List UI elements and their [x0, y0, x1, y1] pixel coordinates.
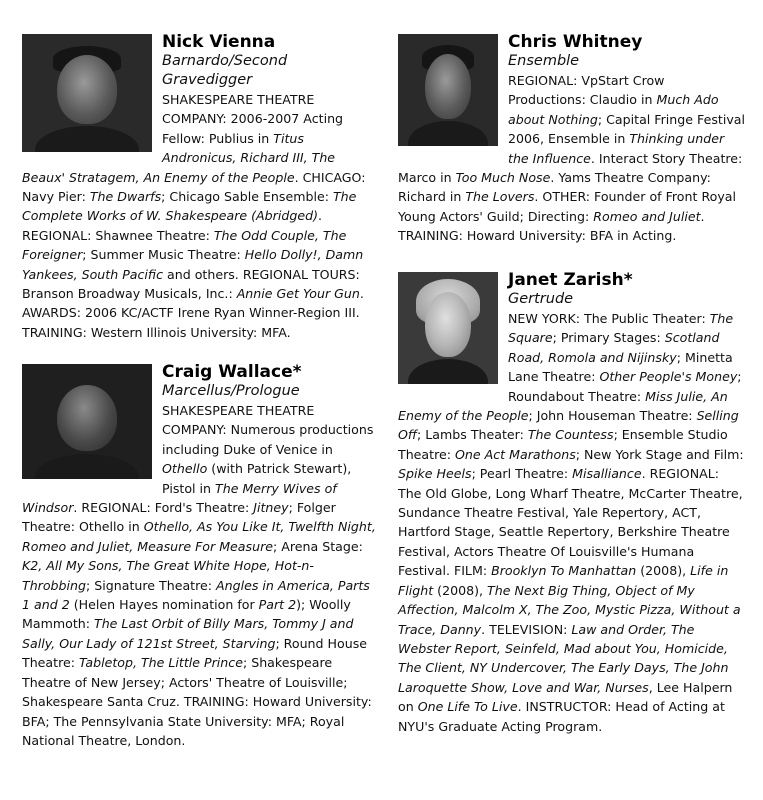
italic-title: Romeo and Juliet [593, 208, 701, 224]
bio-text-run: and others. REGIONAL TOURS: Branson Broadway Musicals, Inc.: [22, 266, 360, 302]
italic-title: Selling Off [398, 408, 739, 443]
bio-text-run: ; Folger Theatre: Othello in [22, 500, 336, 535]
bio-text-run: ; Lambs Theater: [417, 427, 528, 443]
actor-name: Janet Zarish* [508, 270, 633, 290]
actor-name: Nick Vienna [162, 32, 276, 52]
bio-text-run: ; Signature Theatre: [86, 577, 217, 593]
bio-text-run: NEW YORK: The Public Theater: [508, 311, 710, 326]
bio-text-run: . TRAINING: Howard University: BFA in Acting. [398, 208, 705, 244]
headshot-photo [398, 272, 498, 384]
bio-text-run: . Interact Story Theatre: Marco in [398, 150, 743, 186]
bio-text-run: . OTHER: Founder of Front Royal Young Actors' Guild; Directing: [398, 189, 736, 224]
bio-chris-whitney [398, 32, 746, 246]
bio-text-run: ; Minetta Lane Theatre: [508, 349, 733, 385]
bio-text-run: SHAKESPEARE THEATRE COMPANY: 2006-2007 Acting Fellow: Publius in [162, 92, 344, 146]
bio-text-run: ; Roundabout Theatre: [508, 369, 742, 404]
bio-text-run: ); Woolly Mammoth: [22, 597, 351, 632]
italic-title: The Merry Wives of Windsor [22, 480, 337, 516]
italic-title: Brooklyn To Manhattan [491, 563, 637, 579]
bio-text-run: ; Summer Music Theatre: [82, 247, 245, 263]
italic-title: Thinking under the Influence [508, 131, 725, 166]
bio-text-run: . REGIONAL: The Old Globe, Long Wharf Theatre, McCarter Theatre, Sundance Theatre Festival, Yale Repertory, ACT, Hartford Stage, Seattle Repertory, Berkshire Theatre Festival, Actors Theatre Of Louisville's Humana Festival. FILM: [398, 466, 743, 579]
bio-text-run: (Helen Hayes nomination for [69, 597, 259, 613]
bio-text-run: . Yams Theatre Company: Richard in [398, 170, 711, 205]
italic-title: The Next Big Thing, Object of My Affection, Malcolm X, The Zoo, Mystic Pizza, Without a Trace, Danny [398, 582, 741, 637]
bio-text-run: ; Arena Stage: [273, 538, 363, 554]
italic-title: Spike Heels [398, 466, 472, 482]
italic-title: One Life To Live [417, 699, 518, 715]
actor-role: Marcellus/Prologue [162, 383, 300, 399]
bio-text-run: ; New York Stage and Film: [575, 446, 744, 462]
italic-title: Much Ado about Nothing [508, 92, 719, 127]
italic-title: K2, All My Sons, The Great White Hope, Hot-n-Throbbing [22, 558, 314, 593]
italic-title: Too Much Nose [455, 170, 551, 186]
italic-title: Othello [162, 461, 208, 477]
bio-text-run: ; Shakespeare Theatre of New Jersey; Actors' Theatre of Louisville; Shakespeare Santa Cruz. TRAINING: Howard University: BFA; The Pennsylvania State University: MFA; Royal National Theatre, London. [22, 655, 372, 748]
italic-title: Annie Get Your Gun [236, 286, 360, 302]
italic-title: Part 2 [258, 597, 297, 613]
bio-text-run: ; Chicago Sable Ensemble: [161, 189, 333, 205]
italic-title: Miss Julie, An Enemy of the People [398, 388, 728, 424]
actor-role: Ensemble [508, 53, 580, 69]
italic-title: Othello, As You Like It, Twelfth Night, Romeo and Juliet, Measure For Measure [22, 519, 376, 554]
italic-title: Other People's Money [599, 369, 738, 385]
bio-text-run: . CHICAGO: Navy Pier: [22, 169, 366, 205]
headshot-photo [22, 34, 152, 152]
bio-text-run: (with Patrick Stewart), Pistol in [162, 461, 352, 496]
italic-title: The Lovers [465, 189, 535, 205]
actor-name: Craig Wallace* [162, 362, 302, 382]
italic-title: Scotland Road, Romola and Nijinsky [508, 330, 720, 365]
bio-text-run: ; John Houseman Theatre: [528, 408, 697, 424]
headshot-photo [22, 364, 152, 479]
bio-janet-zarish [398, 270, 746, 736]
italic-title: Hello Dolly!, Damn Yankees, South Pacific [22, 247, 364, 282]
bio-text-run: . TELEVISION: [481, 621, 572, 637]
bio-text-run: (2008), [636, 563, 691, 579]
italic-title: One Act Marathons [454, 446, 576, 462]
italic-title: Tabletop, The Little Prince [78, 655, 243, 671]
bio-text-run: . REGIONAL: Ford's Theatre: [73, 500, 254, 516]
bio-text-run: ; Capital Fringe Festival 2006, Ensemble in [508, 111, 745, 147]
italic-title: The Last Orbit of Billy Mars, Tommy J and Sally, Our Lady of 121st Street, Starving [22, 616, 354, 651]
italic-title: The Dwarfs [89, 189, 162, 205]
bio-text-run: . AWARDS: 2006 KC/ACTF Irene Ryan Winner-Region III. TRAINING: Western Illinois University: MFA. [22, 286, 364, 340]
italic-title: Misalliance [572, 466, 642, 482]
bio-text-run: ; Pearl Theatre: [471, 466, 573, 482]
bio-text-run: ; Round House Theatre: [22, 635, 368, 671]
bio-text-run: ; Primary Stages: [552, 330, 665, 346]
bio-text-run: (2008), [433, 582, 488, 598]
actor-name: Chris Whitney [508, 32, 643, 52]
bio-craig-wallace [22, 362, 380, 750]
actor-role: Gertrude [508, 291, 574, 307]
bio-text-run: REGIONAL: VpStart Crow Productions: Claudio in [508, 73, 665, 108]
italic-title: Jitney [253, 500, 289, 516]
bio-text-run: . INSTRUCTOR: Head of Acting at NYU's Graduate Acting Program. [398, 699, 725, 734]
italic-title: Angles in America, Parts 1 and 2 [22, 577, 370, 613]
italic-title: Law and Order, The Webster Report, Seinfeld, Mad about You, Homicide, The Client, NY Undercover, The Early Days, The John Laroquette Show, Love and War, Nurses [398, 621, 729, 695]
actor-role: Barnardo/Second Gravedigger [162, 53, 288, 88]
headshot-photo [398, 34, 498, 146]
bio-text-run: , Lee Halpern on [398, 679, 733, 715]
italic-title: The Square [508, 311, 734, 346]
bio-text-run: . REGIONAL: Shawnee Theatre: [22, 208, 323, 243]
bio-text-run: SHAKESPEARE THEATRE COMPANY: Numerous productions including Duke of Venice in [162, 403, 374, 457]
italic-title: The Odd Couple, The Foreigner [22, 227, 347, 263]
italic-title: Life in Flight [398, 563, 729, 598]
italic-title: Titus Andronicus, Richard III, The Beaux' Stratagem, An Enemy of the People [22, 130, 336, 185]
italic-title: The Complete Works of W. Shakespeare (Abridged) [22, 189, 357, 224]
italic-title: The Countess [527, 427, 614, 443]
bio-nick-vienna [22, 32, 380, 342]
bio-text-run: ; Ensemble Studio Theatre: [398, 427, 728, 462]
